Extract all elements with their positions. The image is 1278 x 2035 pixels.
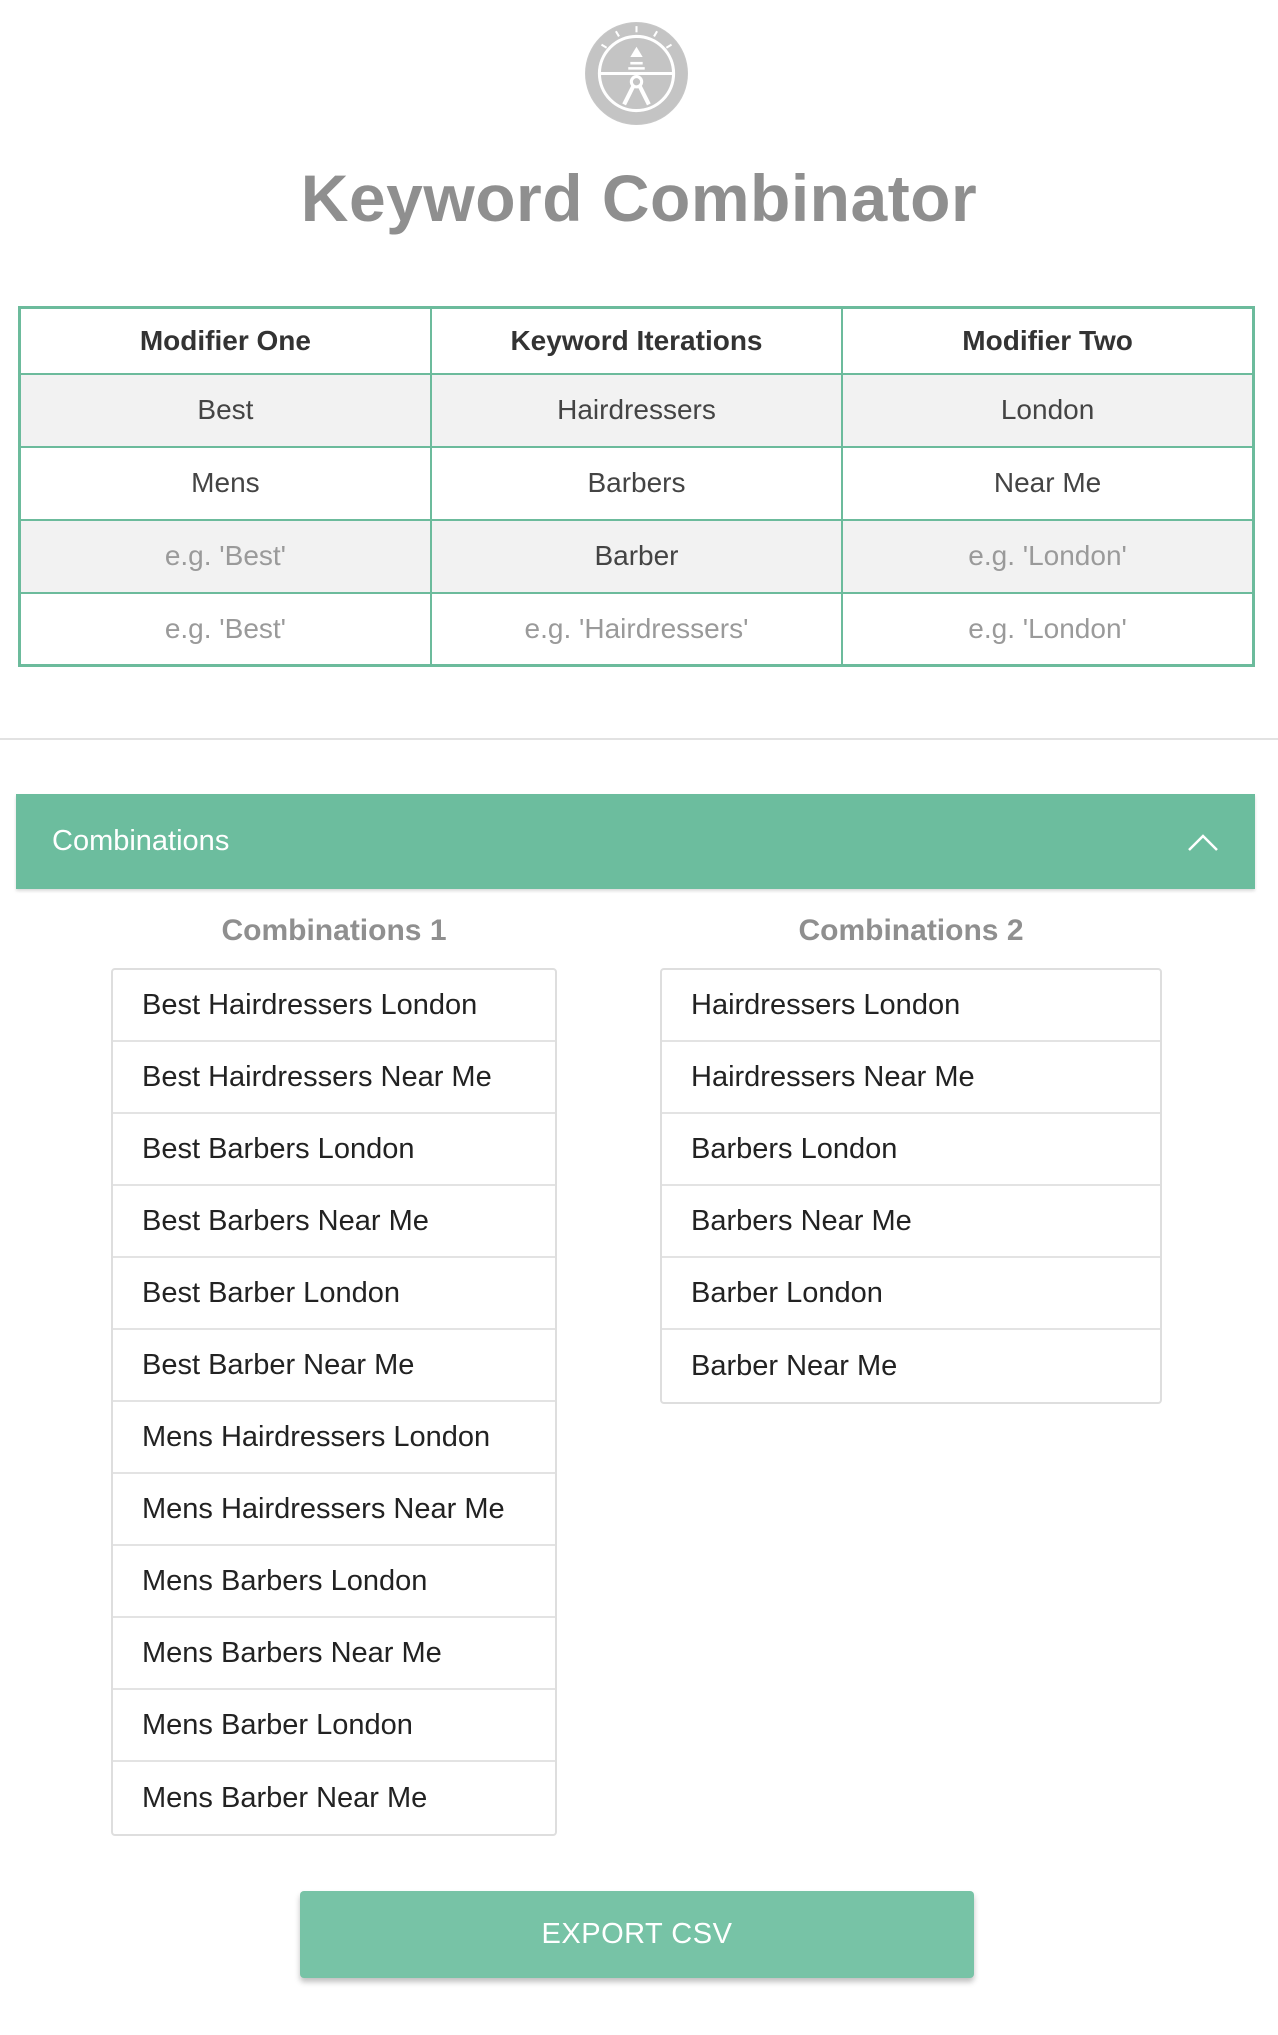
table-cell	[842, 447, 1253, 520]
modifier-one-input[interactable]	[21, 521, 430, 592]
list-item: Hairdressers Near Me	[662, 1042, 1160, 1114]
list-item: Barber London	[662, 1258, 1160, 1330]
list-item: Barber Near Me	[691, 1349, 898, 1382]
keyword-input[interactable]	[432, 521, 841, 592]
modifier-two-input[interactable]	[843, 594, 1252, 665]
keyword-input[interactable]	[432, 448, 841, 519]
modifier-one-input[interactable]	[21, 448, 430, 519]
table-row	[20, 374, 1254, 447]
column-header-modifier-one: Modifier One	[20, 308, 431, 374]
table-cell	[842, 593, 1253, 666]
list-item: Barbers Near Me	[662, 1186, 1160, 1258]
keyword-input-table	[18, 306, 1255, 667]
column-header-keyword-iterations: Keyword Iterations	[431, 308, 842, 374]
list-item: Best Barbers Near Me	[113, 1186, 555, 1258]
keyword-input[interactable]	[432, 375, 841, 446]
table-cell	[20, 447, 431, 520]
table-cell	[842, 374, 1253, 447]
combinations-2-list	[660, 968, 1162, 1404]
table-cell	[431, 447, 842, 520]
combinations-header-label: Combinations	[52, 825, 230, 857]
list-item: Mens Hairdressers Near Me	[113, 1474, 555, 1546]
table-cell	[431, 520, 842, 593]
list-item: Barbers London	[662, 1114, 1160, 1186]
table-cell	[431, 593, 842, 666]
combinations-1-title: Combinations 1	[221, 914, 447, 947]
modifier-two-input[interactable]	[843, 375, 1252, 446]
table-cell	[20, 593, 431, 666]
list-item: Best Hairdressers London	[113, 970, 555, 1042]
compass-logo-icon	[585, 22, 688, 125]
combinations-2-title: Combinations 2	[798, 914, 1024, 947]
table-cell	[20, 520, 431, 593]
page-title: Keyword Combinator	[300, 161, 978, 235]
list-item: Mens Barber London	[113, 1690, 555, 1762]
table-row	[20, 520, 1254, 593]
combinations-accordion-header[interactable]	[16, 794, 1255, 889]
modifier-two-input[interactable]	[843, 448, 1252, 519]
table-cell	[842, 520, 1253, 593]
list-item: Best Barber Near Me	[113, 1330, 555, 1402]
table-row	[20, 593, 1254, 666]
table-header-row	[20, 308, 1254, 374]
combinations-1-list	[111, 968, 557, 1836]
list-item: Best Barber London	[113, 1258, 555, 1330]
list-item: Mens Barbers Near Me	[113, 1618, 555, 1690]
modifier-one-input[interactable]	[21, 375, 430, 446]
list-item: Best Barbers London	[113, 1114, 555, 1186]
section-divider	[0, 738, 1278, 740]
keyword-input[interactable]	[432, 594, 841, 665]
list-item: Mens Barber Near Me	[142, 1781, 428, 1814]
table-cell	[20, 374, 431, 447]
list-item: Mens Barbers London	[113, 1546, 555, 1618]
list-item: Best Hairdressers Near Me	[113, 1042, 555, 1114]
list-item: Hairdressers London	[662, 970, 1160, 1042]
table-cell	[431, 374, 842, 447]
column-header-modifier-two: Modifier Two	[842, 308, 1253, 374]
modifier-one-input[interactable]	[21, 594, 430, 665]
export-csv-button[interactable]: EXPORT CSV	[300, 1891, 974, 1978]
chevron-up-icon[interactable]	[1187, 832, 1219, 852]
table-row	[20, 447, 1254, 520]
list-item: Mens Hairdressers London	[113, 1402, 555, 1474]
modifier-two-input[interactable]	[843, 521, 1252, 592]
